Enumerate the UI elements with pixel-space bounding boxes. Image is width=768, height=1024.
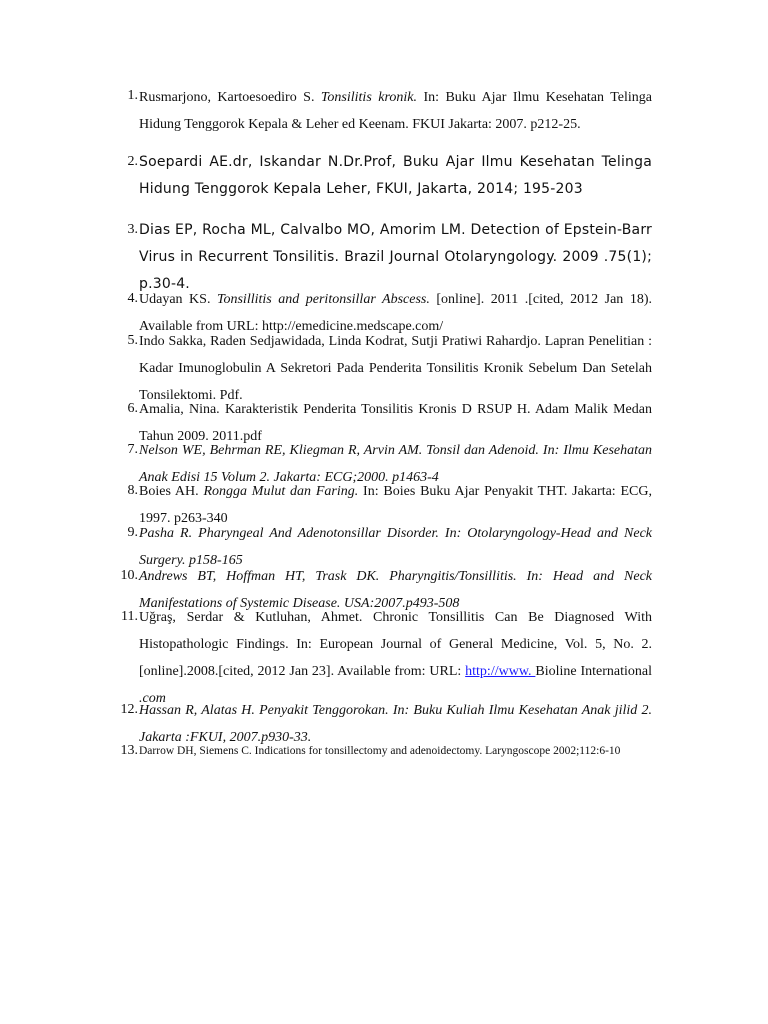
reference-text: Hassan R, Alatas H. Penyakit Tenggorokan. In: Buku Kuliah Ilmu Kesehatan Anak jilid 2. Jakarta :FKUI, 2007.p930-33.: [139, 703, 652, 745]
reference-number: 1.: [127, 88, 138, 103]
reference-number: 4.: [127, 291, 138, 306]
reference-text: Udayan KS. Tonsillitis and peritonsillar Abscess. [online]. 2011 .[cited, 2012 Jan 18). Available from URL: http://emedicine.medscape.com/: [139, 292, 652, 334]
reference-number: 5.: [127, 333, 138, 348]
reference-number: 11.: [121, 609, 138, 624]
reference-item: [112, 741, 652, 761]
reference-number: 8.: [127, 483, 138, 498]
reference-text: Indo Sakka, Raden Sedjawidada, Linda Kodrat, Sutji Pratiwi Rahardjo. Lapran Penelitian : Kadar Imunoglobulin A Sekretori Pada Penderita Tonsilitis Kronik Sebelum Dan Setelah Tonsilektomi. Pdf.: [139, 334, 652, 403]
reference-text: Dias EP, Rocha ML, Calvalbo MO, Amorim LM. Detection of Epstein-Barr Virus in Recurrent Tonsilitis. Brazil Journal Otolaryngology. 2009 .75(1); p.30-4.: [139, 222, 652, 292]
reference-item: [112, 149, 652, 203]
reference-item: [112, 84, 652, 138]
reference-text: Darrow DH, Siemens C. Indications for tonsillectomy and adenoidectomy. Laryngoscope 2002;112:6-10: [139, 745, 621, 757]
reference-item: [112, 604, 652, 712]
reference-number: 3.: [127, 222, 138, 237]
reference-text: Pasha R. Pharyngeal And Adenotonsillar Disorder. In: Otolaryngology-Head and Neck Surgery. p158-165: [139, 526, 652, 568]
reference-text: Rusmarjono, Kartoesoediro S. Tonsilitis kronik. In: Buku Ajar Ilmu Kesehatan Telinga Hidung Tenggorok Kepala & Leher ed Keenam. FKUI Jakarta: 2007. p212-25.: [139, 90, 653, 132]
reference-text: Boies AH. Rongga Mulut dan Faring. In: Boies Buku Ajar Penyakit THT. Jakarta: ECG, 1997. p263-340: [139, 484, 652, 526]
reference-number: 6.: [127, 401, 138, 416]
url-link[interactable]: http://www.: [465, 664, 536, 679]
reference-number: 2.: [127, 154, 138, 169]
reference-number: 7.: [127, 442, 138, 457]
reference-number: 10.: [120, 568, 138, 583]
reference-text: Nelson WE, Behrman RE, Kliegman R, Arvin AM. Tonsil dan Adenoid. In: Ilmu Kesehatan Anak Edisi 15 Volum 2. Jakarta: ECG;2000. p1463-4: [139, 443, 652, 485]
reference-text: Amalia, Nina. Karakteristik Penderita Tonsilitis Kronis D RSUP H. Adam Malik Medan Tahun 2009. 2011.pdf: [139, 402, 652, 444]
reference-number: 12.: [120, 702, 138, 717]
reference-number: 13.: [120, 743, 138, 758]
reference-text: Andrews BT, Hoffman HT, Trask DK. Pharyngitis/Tonsillitis. In: Head and Neck Manifestations of Systemic Disease. USA:2007.p493-508: [139, 569, 652, 611]
reference-number: 9.: [127, 525, 138, 540]
reference-text: Uğraş, Serdar & Kutluhan, Ahmet. Chronic Tonsillitis Can Be Diagnosed With Histopathologic Findings. In: European Journal of General Medicine, Vol. 5, No. 2. [online].2008.[cited, 2012 Jan 23]. Available from: URL: http://www. Bioline International .com: [139, 610, 652, 706]
reference-text: Soepardi AE.dr, Iskandar N.Dr.Prof, Buku Ajar Ilmu Kesehatan Telinga Hidung Tenggorok Kepala Leher, FKUI, Jakarta, 2014; 195-203: [139, 154, 652, 197]
